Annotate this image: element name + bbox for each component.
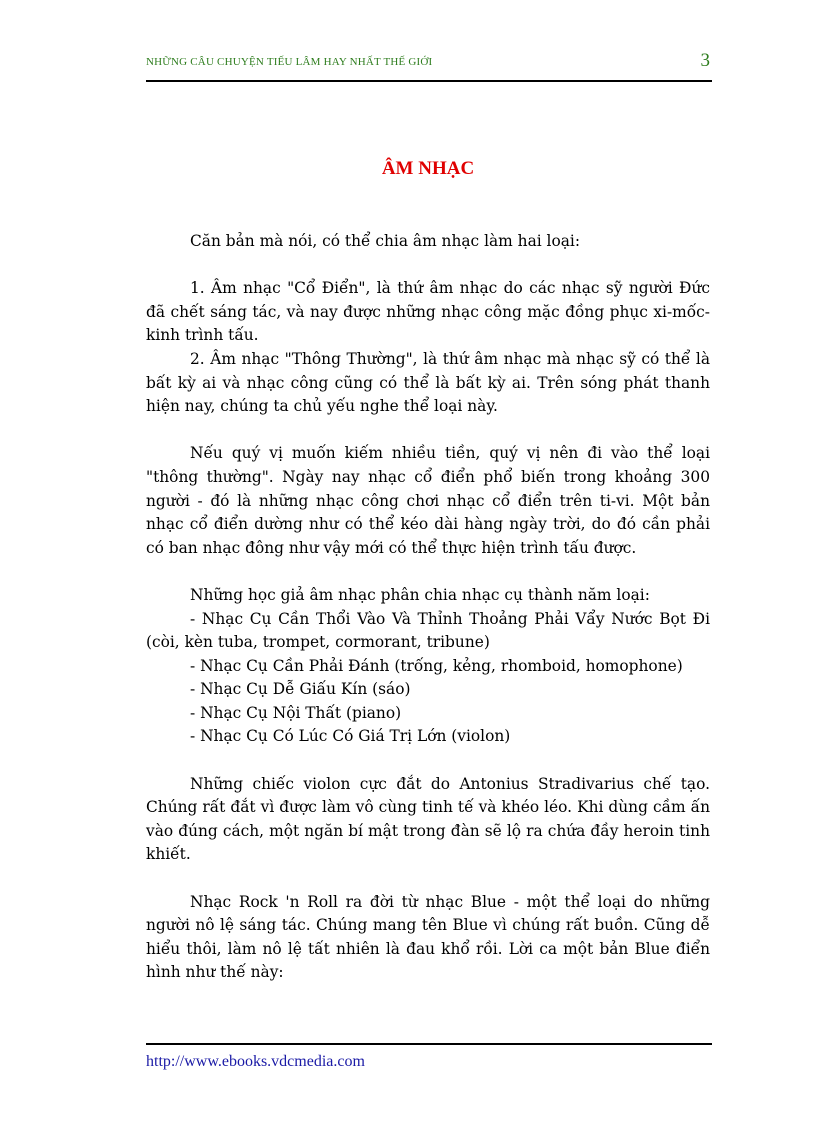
violin-paragraph: Những chiếc violon cực đắt do Antonius Stradivarius chế tạo. Chúng rất đắt vì được làm vô cùng tinh tế và khéo léo. Khi dùng cầm ấn vào đúng cách, một ngăn bí mật trong đàn sẽ lộ ra chứa đầy heroin tinh khiết. xyxy=(146,774,710,864)
paragraph-gap xyxy=(146,254,710,278)
book-title: NHỮNG CÂU CHUYỆN TIẾU LÂM HAY NHẤT THẾ GIỚI xyxy=(146,56,433,68)
footer-divider xyxy=(146,1043,712,1045)
instrument-list-item: - Nhạc Cụ Cần Thổi Vào Và Thỉnh Thoảng Phải Vẩy Nước Bọt Đi (còi, kèn tuba, trompet, cormorant, tribune) xyxy=(146,609,710,652)
page-number: 3 xyxy=(700,50,710,71)
instrument-list-item: - Nhạc Cụ Nội Thất (piano) xyxy=(190,703,402,722)
instrument-list-item: - Nhạc Cụ Có Lúc Có Giá Trị Lớn (violon) xyxy=(190,727,511,746)
footer-url-link[interactable]: http://www.ebooks.vdcmedia.com xyxy=(146,1053,365,1070)
paragraph-gap xyxy=(146,560,710,584)
instrument-list-item: - Nhạc Cụ Dễ Giấu Kín (sáo) xyxy=(190,680,411,699)
page-header xyxy=(146,50,712,82)
article-title: ÂM NHẠC xyxy=(381,158,475,179)
money-paragraph: Nếu quý vị muốn kiếm nhiều tiền, quý vị nên đi vào thể loại "thông thường". Ngày nay nhạc cổ điển phổ biến trong khoảng 300 người - đó là những nhạc công chơi nhạc cổ điển trên ti-vi. Một bản nhạc cổ điển dường như có thể kéo dài hàng ngày trời, do đó cần phải có ban nhạc đông như vậy mới có thể thực hiện trình tấu được. xyxy=(146,444,710,557)
instruments-intro: Những học giả âm nhạc phân chia nhạc cụ thành năm loại: xyxy=(190,585,650,604)
paragraph-gap xyxy=(146,867,710,891)
rock-paragraph: Nhạc Rock 'n Roll ra đời từ nhạc Blue - một thể loại do những người nô lệ sáng tác. Chúng mang tên Blue vì chúng rất buồn. Cũng dễ hiểu thôi, làm nô lệ tất nhiên là đau khổ rồi. Lời ca một bản Blue điển hình như thế này: xyxy=(146,892,710,982)
intro-paragraph: Căn bản mà nói, có thể chia âm nhạc làm hai loại: xyxy=(190,232,581,250)
paragraph-gap xyxy=(146,749,710,773)
article-body xyxy=(146,158,710,985)
type-popular: 2. Âm nhạc "Thông Thường", là thứ âm nhạc mà nhạc sỹ có thể là bất kỳ ai và nhạc công cũng có thể là bất kỳ ai. Trên sóng phát thanh hiện nay, chúng ta chủ yếu nghe thể loại này. xyxy=(146,349,710,416)
paragraph-gap xyxy=(146,419,710,443)
instrument-list-item: - Nhạc Cụ Cần Phải Đánh (trống, kẻng, rhomboid, homophone) xyxy=(190,656,683,675)
type-classical: 1. Âm nhạc "Cổ Điển", là thứ âm nhạc do các nhạc sỹ người Đức đã chết sáng tác, và nay được những nhạc công mặc đồng phục xi-mốc-kinh trình tấu. xyxy=(146,279,710,345)
